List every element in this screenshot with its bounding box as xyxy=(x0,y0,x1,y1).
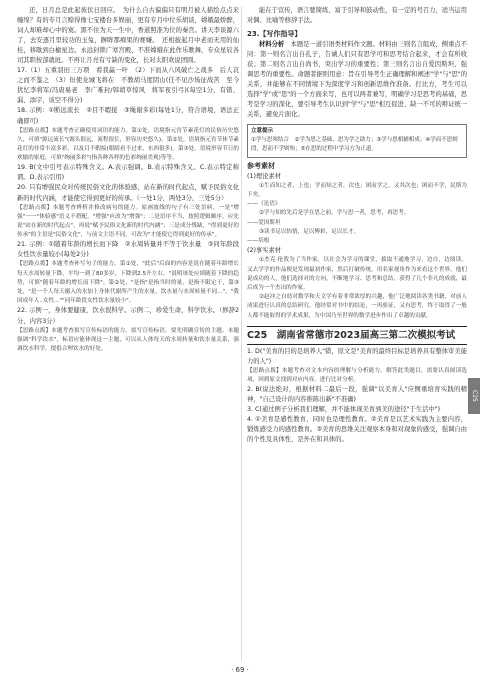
explanation-20: 【思路点拨】本题考查辨析并修改病句的能力。原画波线的句子有三处语病。一是"增强"一一"体验感"语义不搭配，"增强"应改为"增强"；二是语序不当，按照逻辑顺序，应先说"站在新的时代起点"，再说"赋予民俗文化新的时代内涵"；三是成分残缺，"得到更好的传承"的主语是"民俗文化"，与前文主语不同，可改为"才能使它得到更好的传承"。 xyxy=(17,204,239,239)
answer-19: 19. B(文中引号表示特殊含义。A.表示强调。B.表示特殊含义。C.表示特定称谓。D.表示引用) xyxy=(17,164,239,182)
quote-3-source: ——培根 xyxy=(247,238,270,245)
quote-3: ③读书足以怡情，足以傅彩，足以长才。 xyxy=(259,228,360,235)
reference-sub-facts: (2)事实素材 xyxy=(247,247,282,255)
reference-sub-theory: (1)理论素材 xyxy=(247,172,282,180)
answer-18: 18. 示例：①断远流长 ②目不暇接 ③绳谢多彩(每处1分，符合语境，语法正确即可) xyxy=(17,107,239,125)
c25-answer-2: 2. B(说法绝对，根据材料二最后一段，强调"以美育人"应侧重培育实践的精神，"自己设计的内容推陈出新"不准确) xyxy=(247,386,467,404)
idea-hint-text: ①学与思须结合 ②学为思之基础，思为学之助力；③学与思相辅相成；④学而不思则罔，思而不学则殆；⑤在思的过程中学习方为正道。 xyxy=(251,136,458,153)
page-number: · 69 · xyxy=(231,666,249,674)
c25-answer-3: 3. C(通过例子分析我们理解，并不能体现美育到美的途径"于生活中") xyxy=(247,406,441,414)
column-divider xyxy=(241,6,242,661)
quote-1: ①生而知之者，上也；学而知之者，次也；困而学之，又其次也；困而不学，民斯为下矣。 xyxy=(247,182,467,199)
c25-answer-4: 4. ①美育是感性教育，同时也是理性教育。②美育是以艺术实践为主要内容，锻炼感受力的感性教育。③美育的思维关注观察本身和对现象的感受，强调自由的个性及具体性，是外在和具体的。 xyxy=(247,416,467,444)
material-analysis xyxy=(247,40,467,120)
writing-guide-heading: 23.【写作指导】 xyxy=(247,30,302,39)
quote-1-source: ——《论语》 xyxy=(247,201,281,208)
answer-20: 20. 只有增强民众对传统民俗文化的体验感，站在新的时代起点，赋予民俗文化新的时代内涵，才能使它得到更好的传承。（一处1分，两处3分，三处5分） xyxy=(17,184,239,202)
idea-hint-label: 立意提示 xyxy=(251,127,274,134)
explanation-22: 【思路点拨】本题考查拟写宣传标语的能力。拟写宣传标语，要先明确宣传的主题。本题强调"科学饮水"，标语应能体现这一主题，可以从人体每天的水周转量和饮水量关系，强调饮水科学，提倡合理饮水的好处。 xyxy=(17,327,239,352)
idea-hint-box xyxy=(247,124,467,158)
material-analysis-label: 材料分析 xyxy=(259,41,285,49)
answer-21: 21. 示例：①随着年龄的增长而下降 ②水周转量并不等于饮水量 ③同年龄段女性饮水量较小(每处2分) xyxy=(17,241,239,259)
c25-explanation-1: 【思路点拨】本题考查对文本内容的理解与分析能力。解答此类题目，需要认真阅读选项，回到原文找到对应内容，进行比对分析。 xyxy=(247,367,467,384)
paragraph-intro: 还，日月总是此起彼伏日回应。 为什么自古偏偏只有明月被人描绘点点来缠绵？有的专月言赊得像七宝楼台多娱丽，更有专月中位乐胡谈，嫦娥最娇醉，词人却难却心中的寞。黑不住为天一生中，香道照准为位的秦宫。讲天李谈源六了，去安逐月里较功的玉兔，摒眸那痴果的赛嫌。 还相披起月中老而无用的仙桂，移歇到白榆星边。永远封锁广寒宫殿，不准嫦娥在此作乐歌舞，专众星辰各司其职按部就班。不再让月亮有亏缺的变化，长对太阳欢说团圆。 xyxy=(17,7,239,65)
explanation-21: 【思路点拨】本题考查补写句子的能力。第①处，"此后"后面的内容是说在随着年龄增长每天水周转量下降，平均一到了80多岁，下降到2.5升左右，"说明该处应填随着下降的趋势，可填"随着年龄的增长而下降"。第②处，"是指"是指当时的量，是指不限定于，第③处，"是一个人每天摄入的水加上身体代谢所产生的水量，饮水量与水周转量不同..."，"我国成年人..女性...""同年龄段女性饮水量较小"。 xyxy=(17,261,239,305)
answer-17: 17.（1）五重羽田三万项 看我赢一叶 （2）下而从八风破亡之战多 后人哀之而不鉴之 （3）但使龙城飞将在 不教胡马度阴山(任不见沙场征战苦 至今犹忆李将军/冯唐易老 李广难封/韩胡草惊风 将军夜引弓)(每空1分，有错、漏、添字，该空不得分) xyxy=(17,67,239,105)
answer-22: 22. 示例一，身体要健康，饮水很科学。示例二，珍爱生命，科学饮水。（修辞2分，内容3分） xyxy=(17,307,239,325)
paragraph-continuation: 能在于宣传，语言要简练，富于引导和鼓动性，有一定的号召力，适当运用对偶、比喻等修辞手法。 xyxy=(247,7,467,25)
section-title: C25 湖南省常德市2023届高三第二次模拟考试 xyxy=(247,326,467,345)
reference-heading: 参考素材 xyxy=(247,161,275,170)
left-column xyxy=(17,6,239,354)
side-tab: C25 xyxy=(468,378,480,414)
explanation-18: 【思路点拨】本题考查正确使用词语的能力。第①处，语境指元宵节素花灯的民俗历史悠久，可填"源远流长"(源头很远，流程很长，形容历史悠久)。第②处，语境指元宵节体节素花灯的非常丰富多彩，以及目不暇接(眼睛看不过来，东西很多)。第③处，语境形容节日的欢愉的家庭，可填"绚丽多彩"(指各种各样的色彩绚丽美观)等等。 xyxy=(17,127,239,162)
quote-2: ②学与知的先后是学在思之前，学与思一者，思考，再思考。 xyxy=(259,210,410,217)
quote-2-source: ——爱因斯坦 xyxy=(247,219,281,226)
c25-answer-1: 1. D("美育的目的是培养人"错，原文是"美育的最终目标是培养具有整体审美能力的人") xyxy=(247,347,467,365)
fact-1: ①杰克·伦敦为了当作家，以社会为学习的课堂，拔取不通地学习，边自，边阅读。又去学学的作品便是发现最初作家，然后打破传统，用名家视角作为来看这个世界。他们说成功的人，他们选择对的方向，不断地学习、思考和总结，获得了几个非凡的成就，最后成为一个杰出的作家。 xyxy=(247,257,467,291)
fact-2: ②赵冲之自幼对数学和天文学有着非常浓厚的兴趣，他广泛地阅读各类书籍，对前人成果进行认真的总结研究。他经常对书中的结论，一再验证，又有思考，终于取得了一般人都不能取得的学术成果，为中国乃至世界的数学进步作出了卓越的贡献。 xyxy=(247,294,467,319)
material-analysis-text: 本题是一道引语类材料作文题。材料由三则名言组成，侧重点不同：第一则名言出自孔子，告诫人们只有思学可和思考结合起来，才会有所收获；第二则名言出自尚书，突出学习的重要性；第三则名言出自爱因斯坦，强调思考的重要性。命题者据则用意：旨在引导考生正确理解和阐述"学"与"思"的关系，并能够在不同情境下为深度学习和创新思维作准备。打比方，考生可以选择"学"或"思"的一个方面来写，也可以两者兼写，明确学习是思考的基础，思考是学习的深化，要引导考生认识到"学"与"思"相互促进、缺一不可的辩证统一关系，避免片面化。 xyxy=(247,41,468,119)
right-column xyxy=(247,6,467,446)
